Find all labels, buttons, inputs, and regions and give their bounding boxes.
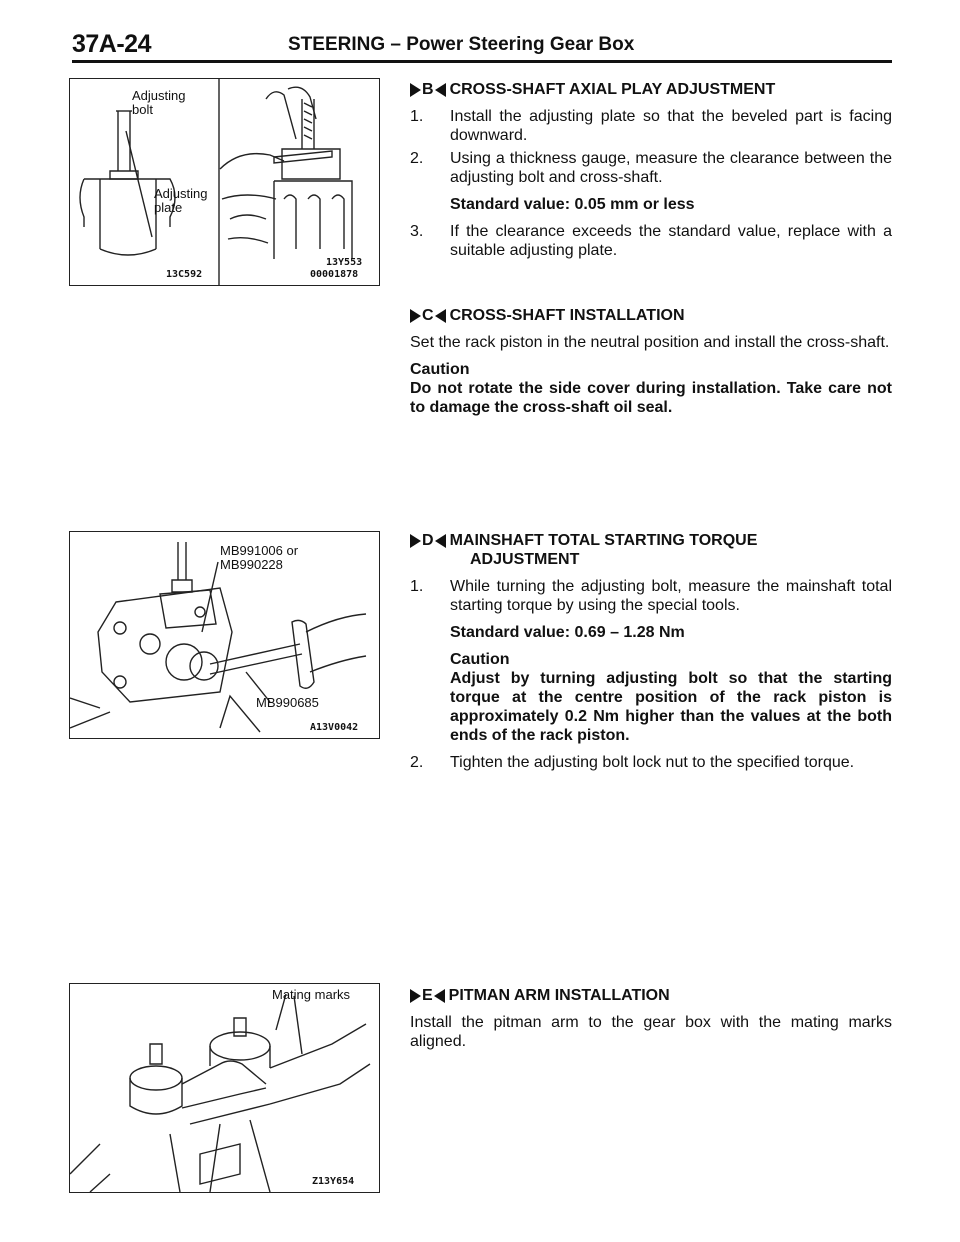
- section-title-continued: ADJUSTMENT: [470, 551, 580, 568]
- section-e: [410, 986, 892, 1051]
- triangle-right-icon: [410, 989, 421, 1003]
- label-adjusting-bolt: Adjusting bolt: [132, 88, 186, 117]
- step-text: Install the adjusting plate so that the beveled part is facing downward.: [450, 108, 892, 144]
- step-text: While turning the adjusting bolt, measure the mainshaft total starting torque by using the special tools.: [450, 578, 892, 614]
- step-text: Tighten the adjusting bolt lock nut to the specified torque.: [450, 754, 855, 771]
- section-c: [410, 306, 892, 417]
- section-d: [410, 531, 892, 772]
- reference-marker: [410, 80, 446, 99]
- section-e-heading: [410, 986, 892, 1005]
- list-item: [410, 577, 892, 615]
- standard-value: Standard value: 0.69 – 1.28 Nm: [450, 624, 685, 641]
- section-b: [410, 80, 892, 260]
- label-tool-mb990685: MB990685: [256, 695, 319, 710]
- step-number: 1.: [410, 578, 424, 595]
- label-mating-marks: Mating marks: [272, 987, 351, 1002]
- standard-value: Standard value: 0.05 mm or less: [450, 196, 695, 213]
- figure-code-left: 13C592: [166, 269, 203, 280]
- section-title: MAINSHAFT TOTAL STARTING TORQUE: [449, 532, 758, 549]
- section-c-heading: [410, 306, 892, 325]
- triangle-left-icon: [435, 83, 446, 97]
- page-title: STEERING – Power Steering Gear Box: [288, 34, 635, 55]
- caution-label: Caution: [410, 361, 470, 378]
- triangle-left-icon: [435, 309, 446, 323]
- step-number: 3.: [410, 223, 424, 240]
- triangle-right-icon: [410, 534, 421, 548]
- step-text: If the clearance exceeds the standard value, replace with a suitable adjusting plate.: [450, 223, 892, 259]
- figure-pitman-arm-drawing: [70, 984, 379, 1192]
- step-text: Using a thickness gauge, measure the clearance between the adjusting bolt and cross-shaft.: [450, 150, 892, 186]
- figure-code-right-top: 13Y553: [326, 257, 363, 268]
- section-d-heading: [410, 531, 892, 550]
- figure-code: A13V0042: [310, 722, 359, 733]
- list-item: [410, 149, 892, 187]
- page-number: 37A-24: [72, 30, 151, 58]
- figure-code: Z13Y654: [312, 1176, 355, 1187]
- list-item: [410, 222, 892, 260]
- figure-pitman-arm: [69, 983, 380, 1193]
- section-b-heading: [410, 80, 892, 99]
- reference-marker: [410, 306, 446, 325]
- triangle-left-icon: [435, 534, 446, 548]
- reference-marker: [410, 986, 445, 1005]
- section-title: CROSS-SHAFT AXIAL PLAY ADJUSTMENT: [449, 81, 776, 98]
- header-rule: [72, 60, 892, 63]
- list-item: [410, 753, 892, 772]
- section-title: CROSS-SHAFT INSTALLATION: [449, 307, 685, 324]
- reference-marker: [410, 531, 446, 550]
- paragraph: Set the rack piston in the neutral position and install the cross-shaft.: [410, 334, 890, 351]
- section-title: PITMAN ARM INSTALLATION: [448, 987, 670, 1004]
- figure-adjusting-plate: [69, 78, 380, 286]
- figure-adjusting-plate-drawing: [70, 79, 379, 285]
- label-tool-mb991006: MB991006 or MB990228: [220, 543, 299, 572]
- marker-letter: E: [422, 987, 433, 1004]
- caution-text: Adjust by turning adjusting bolt so that the starting torque at the centre position of the rack piston is approximately 0.2 Nm higher than the values at the both ends of the rack piston.: [450, 670, 892, 744]
- figure-code-right-bottom: 00001878: [310, 269, 359, 280]
- marker-letter: C: [422, 307, 434, 324]
- figure-starting-torque: [69, 531, 380, 739]
- marker-letter: B: [422, 81, 434, 98]
- marker-letter: D: [422, 532, 434, 549]
- triangle-left-icon: [434, 989, 445, 1003]
- list-item: [410, 107, 892, 145]
- paragraph: Install the pitman arm to the gear box with the mating marks aligned.: [410, 1014, 892, 1050]
- triangle-right-icon: [410, 309, 421, 323]
- caution-text: Do not rotate the side cover during installation. Take care not to damage the cross-shaft oil seal.: [410, 380, 892, 416]
- step-number: 2.: [410, 150, 424, 167]
- step-number: 1.: [410, 108, 424, 125]
- step-number: 2.: [410, 754, 424, 771]
- triangle-right-icon: [410, 83, 421, 97]
- caution-label: Caution: [450, 651, 510, 668]
- label-adjusting-plate: Adjusting plate: [154, 186, 208, 215]
